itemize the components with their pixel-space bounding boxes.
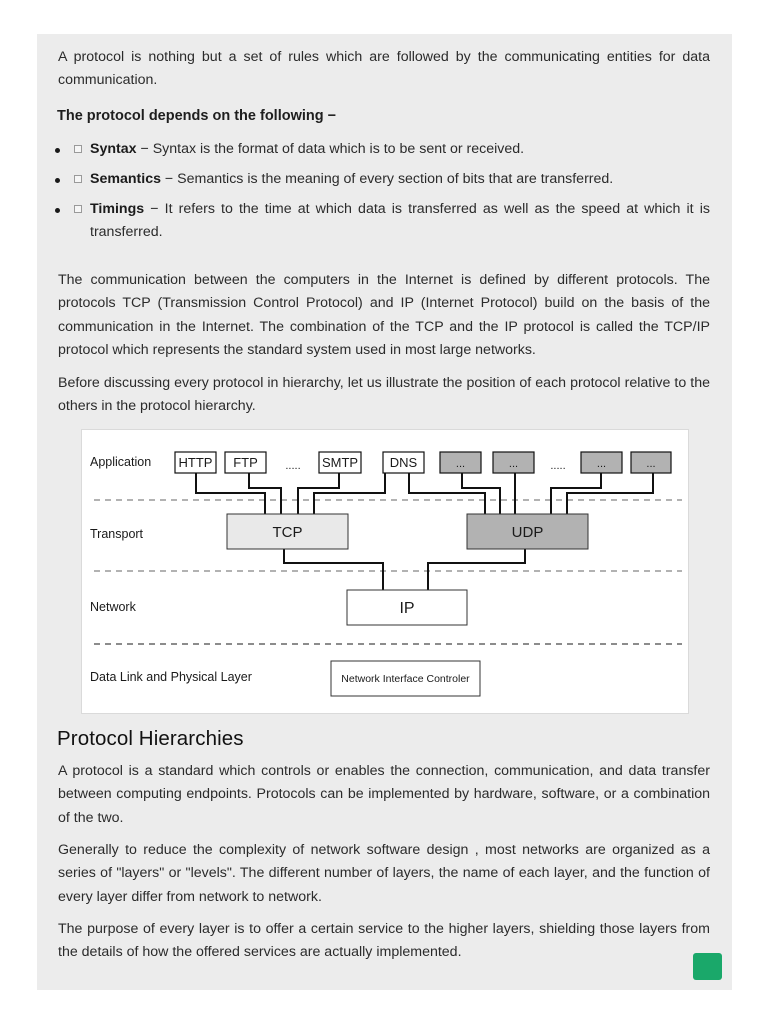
hierarchies-paragraph-3: The purpose of every layer is to offer a certain service to the higher layers, shielding those layers from the details of how the offered services are actually implemented.	[58, 921, 710, 961]
bullet-dot-icon	[55, 178, 60, 183]
http-label: HTTP	[178, 455, 213, 470]
bullet-text: − Semantics is the meaning of every section of bits that are transferred.	[160, 171, 614, 187]
scroll-to-top-button[interactable]	[693, 953, 722, 980]
bullet-text: − Syntax is the format of data which is to be sent or received.	[136, 141, 525, 157]
connector-dns-udp	[409, 473, 485, 514]
intro-paragraph: A protocol is nothing but a set of rules which are followed by the communicating entities for data communication.	[58, 49, 710, 89]
layer-label-application: Application	[90, 455, 152, 469]
grey-protocol-label: ...	[508, 458, 519, 470]
grey-protocol-label: ...	[596, 458, 607, 470]
ip-label: IP	[399, 600, 415, 617]
section-title: Protocol Hierarchies	[57, 727, 244, 750]
tcp-label: TCP	[272, 524, 303, 541]
connector-http-tcp	[196, 473, 265, 514]
bullet-text: − It refers to the time at which data is transferred as well as the speed at which it is transferred.	[90, 201, 710, 241]
bullet-square-icon	[74, 145, 82, 153]
ellipsis-label: .....	[550, 460, 566, 472]
application-protocols	[175, 452, 671, 473]
article-content	[37, 34, 732, 990]
ftp-label: FTP	[233, 455, 258, 470]
connector-udp-ip	[428, 549, 525, 590]
bullet-square-icon	[74, 205, 82, 213]
layer-label-transport: Transport	[90, 527, 144, 541]
hierarchies-paragraph-1: A protocol is a standard which controls or enables the connection, communication, and data transfer between computing endpoints. Protocols can be implemented by hardware, software, or a combination of the two.	[58, 763, 710, 826]
ellipsis-label: .....	[285, 460, 301, 472]
connector-grey4-udp	[567, 473, 653, 514]
transport-protocols	[227, 514, 588, 549]
hierarchies-paragraph-2: Generally to reduce the complexity of network software design , most networks are organized as a series of "layers" or "levels". The different number of layers, the name of each layer, and the function of every layer differ from network to network.	[58, 842, 710, 905]
grey-protocol-label: ...	[455, 458, 466, 470]
protocol-hierarchy-diagram	[81, 429, 689, 714]
udp-label: UDP	[511, 524, 544, 541]
layer-label-network: Network	[90, 600, 136, 614]
bullet-term: Syntax	[90, 141, 137, 157]
before-diagram-paragraph: Before discussing every protocol in hierarchy, let us illustrate the position of each protocol relative to the others in the protocol hierarchy.	[58, 375, 710, 415]
datalink-device	[331, 661, 480, 696]
list-item	[55, 198, 710, 245]
smtp-label: SMTP	[321, 455, 359, 470]
bullet-term: Timings	[90, 201, 145, 217]
bullet-dot-icon	[55, 208, 60, 213]
connector-dns-tcp	[314, 473, 385, 514]
layer-label-datalink: Data Link and Physical Layer	[90, 670, 252, 684]
layer-labels	[90, 455, 252, 684]
connector-tcp-ip	[284, 549, 383, 590]
bullet-dot-icon	[55, 148, 60, 153]
protocol-depends-heading: The protocol depends on the following −	[57, 108, 337, 124]
dns-label: DNS	[389, 455, 418, 470]
grey-protocol-label: ...	[646, 458, 656, 470]
list-item	[55, 138, 710, 161]
nic-label: Network Interface Controler	[341, 673, 470, 685]
bullet-square-icon	[74, 175, 82, 183]
network-protocol	[347, 590, 467, 625]
list-item	[55, 168, 710, 191]
communication-paragraph: The communication between the computers in the Internet is defined by different protocols. The protocols TCP (Transmission Control Protocol) and IP (Internet Protocol) build on the basis of the communication in the Internet. The combination of the TCP and the IP protocol is called the TCP/IP protocol which represents the standard system used in most large networks.	[58, 272, 710, 359]
bullet-term: Semantics	[90, 171, 161, 187]
